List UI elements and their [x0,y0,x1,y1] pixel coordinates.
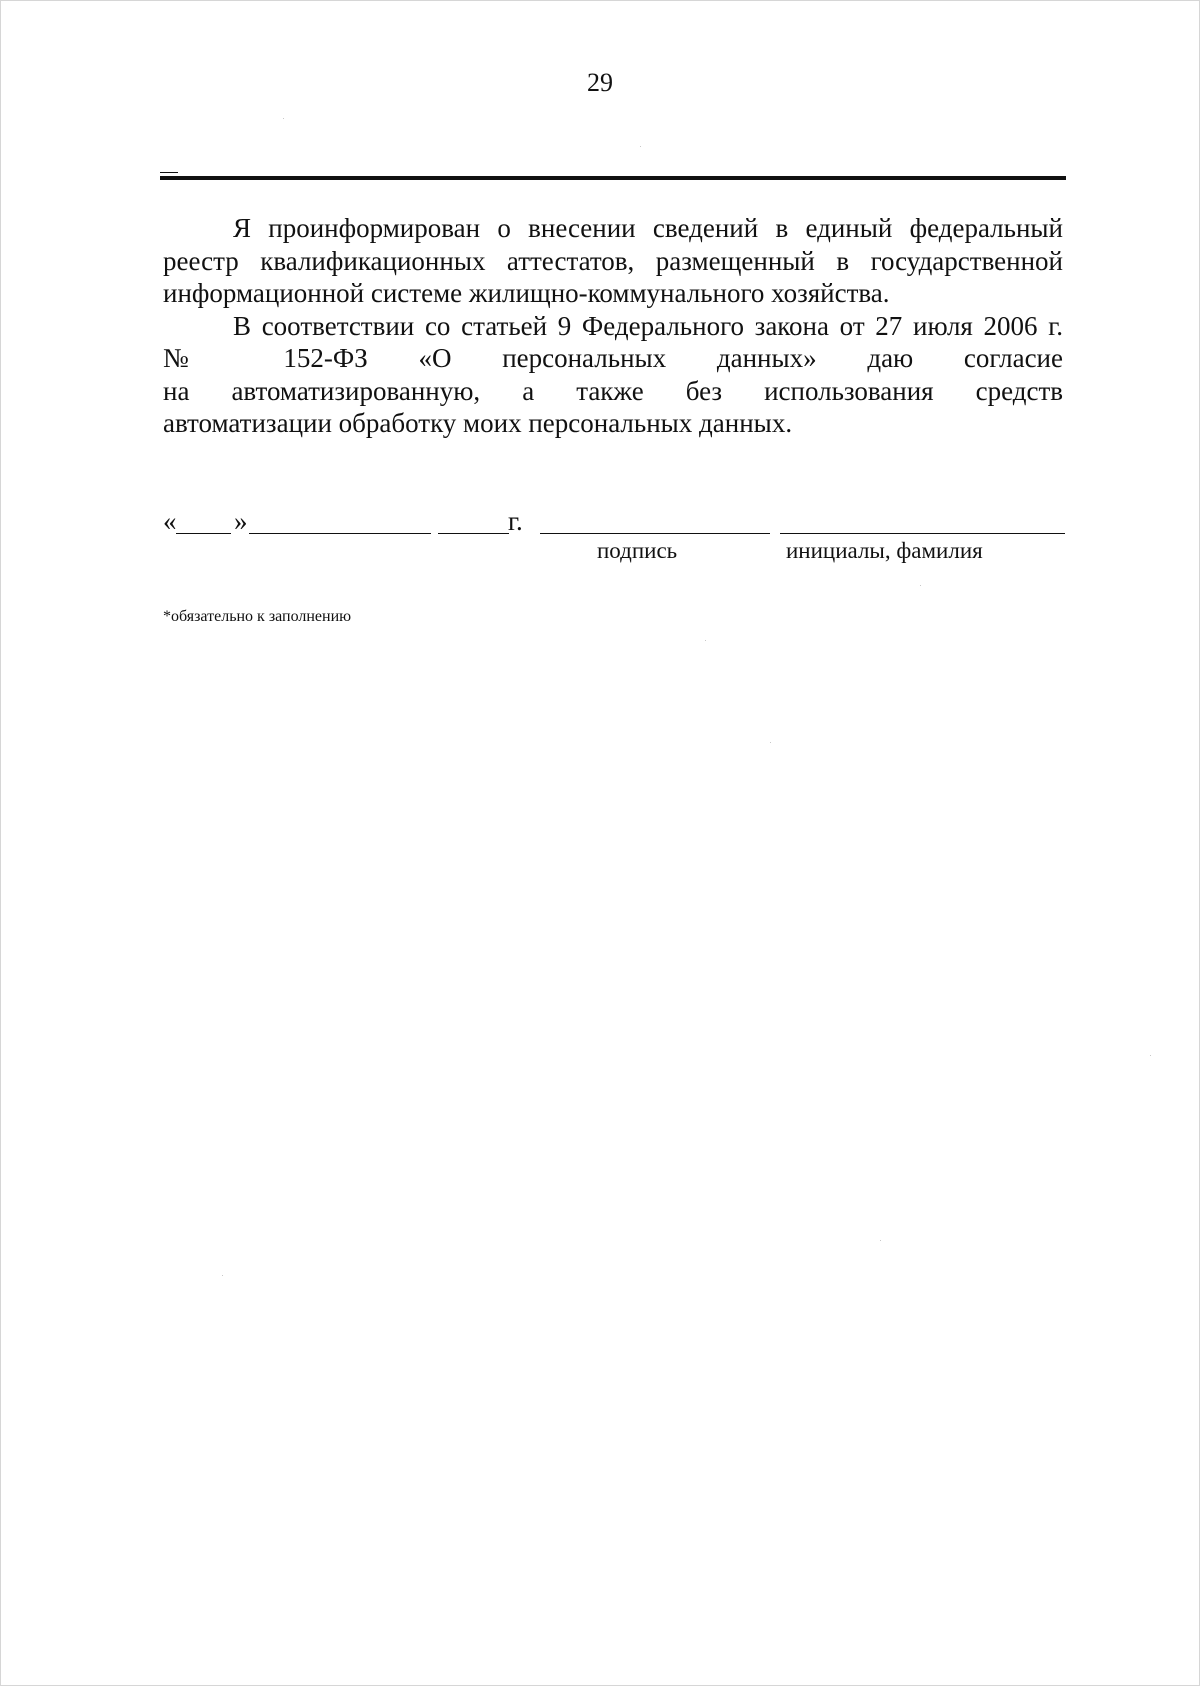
text-line: информационной системе жилищно-коммунального хозяйства. [163,278,890,308]
year-blank[interactable] [438,533,509,534]
name-caption: инициалы, фамилия [786,538,983,563]
open-quote: « [163,506,177,536]
page-number: 29 [587,68,613,97]
text-line: В соответствии со статьей 9 Федерального закона от 27 июля 2006 г. [233,310,1063,341]
signature-blank[interactable] [540,533,770,534]
scan-speck [283,118,284,119]
month-blank[interactable] [249,533,431,534]
text-line: на автоматизированную, а также без использования средств [163,375,1063,406]
paragraph-personal-data-consent [163,310,1063,440]
required-footnote: *обязательно к заполнению [163,608,352,625]
year-suffix: г. [508,506,523,536]
text-line: Я проинформирован о внесении сведений в единый федеральный [233,213,1063,243]
scan-speck [640,146,641,147]
scan-speck [770,742,771,743]
paragraph-registry-notice [163,212,1063,310]
scan-speck [705,640,706,641]
name-blank[interactable] [780,533,1065,534]
scan-speck [1150,1055,1151,1056]
scan-speck [920,585,921,586]
day-blank[interactable] [176,533,231,534]
separator-rule [160,176,1066,180]
separator-stub [160,172,178,173]
text-line: автоматизации обработку моих персональных данных. [163,408,793,438]
scan-speck [222,1275,223,1276]
signature-row [163,506,1067,540]
consent-text [163,212,1063,440]
text-line: реестр квалификационных аттестатов, размещенный в государственной [163,245,1063,276]
close-quote: » [234,506,248,536]
scan-speck [880,1240,881,1241]
text-line: № 152-ФЗ «О персональных данных» даю согласие [163,343,1063,373]
signature-caption: подпись [597,538,678,563]
